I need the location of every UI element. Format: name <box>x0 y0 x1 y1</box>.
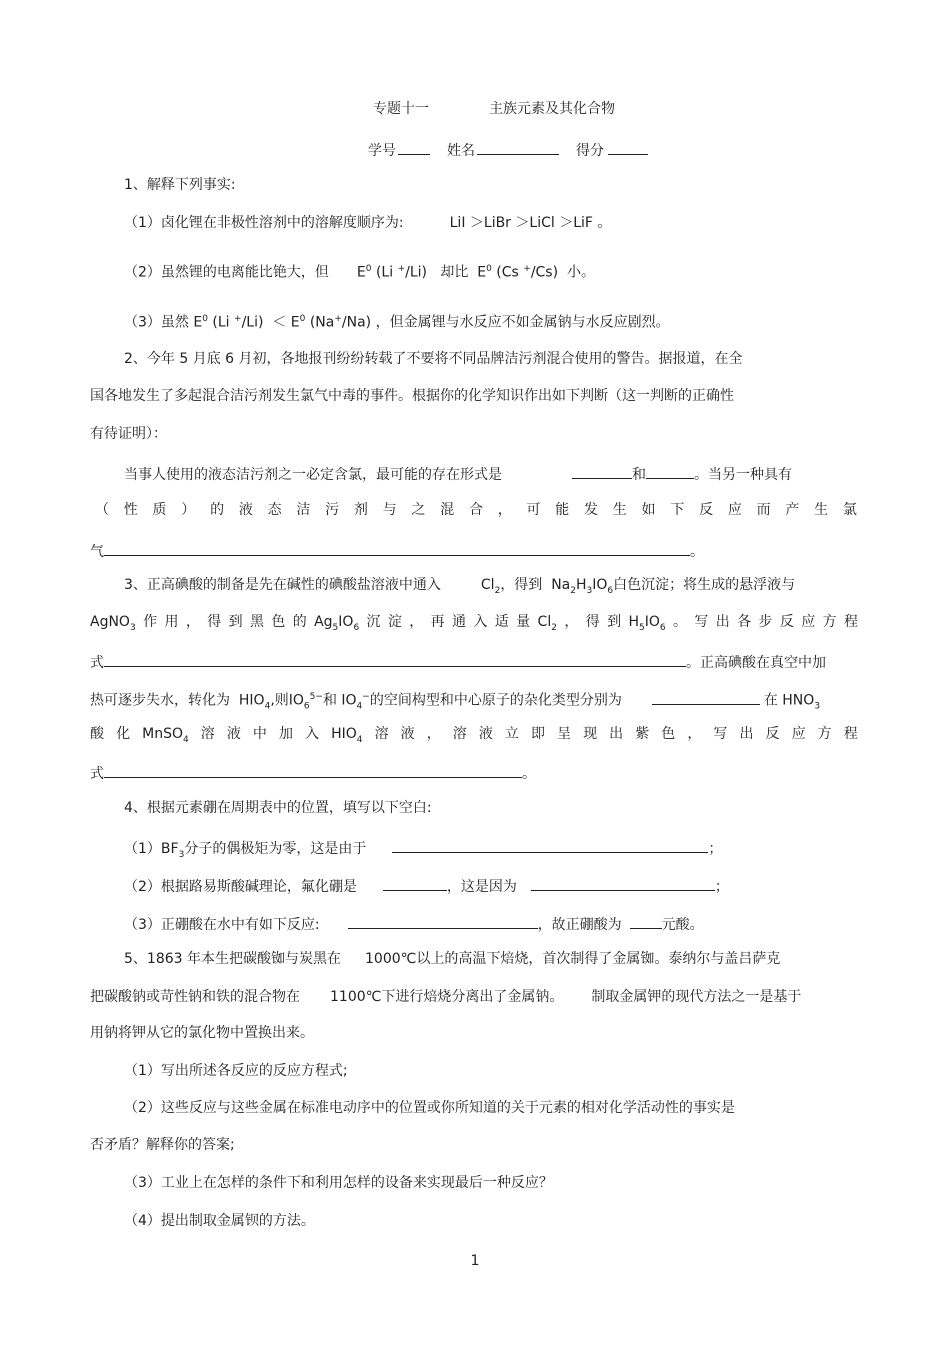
q3-line4-text-a: 热可逐步失水，转化为 <box>90 692 230 709</box>
q2-l5-char: 可 <box>526 502 541 518</box>
q2-l5-char: 合 <box>468 502 483 518</box>
q3-cl2: $Cl_2$ <box>537 614 557 633</box>
q2-l5-char: 如 <box>641 502 656 518</box>
q4-blank-reaction[interactable] <box>348 913 538 929</box>
q4-part3-text-c: 元酸。 <box>661 917 704 933</box>
q2-l5-char: ） <box>181 502 196 518</box>
q3-l5-char: 现 <box>583 726 598 742</box>
q5-line1-text-a: 5、1863 年本生把碳酸铷与炭黑在 <box>124 951 341 967</box>
q3-line3 <box>90 651 826 672</box>
q3-l2-char: 作 <box>143 614 158 630</box>
q2-l5-char: 反 <box>699 502 714 518</box>
q2-l5-char: 之 <box>411 502 426 518</box>
q3-line2 <box>90 613 858 637</box>
q4-part3-text-a: （3）正硼酸在水中有如下反应: <box>124 917 320 933</box>
q3-mnso4: MnSO$_4$ <box>142 726 189 745</box>
student-no-label: 学号 <box>368 143 396 159</box>
q3-l5-char: 紫 <box>635 726 650 742</box>
q2-l5-char: 态 <box>267 502 282 518</box>
q3-l5-char: 反 <box>765 726 780 742</box>
q1-part1-text: （1）卤化锂在非极性溶剂中的溶解度顺序为: <box>124 215 404 231</box>
q3-l5-char: 溶 <box>200 726 215 742</box>
q3-l2-char: 反 <box>779 614 794 630</box>
q1-part1 <box>124 214 611 232</box>
q2-blank-form2[interactable] <box>646 463 694 479</box>
q2-blank-form1[interactable] <box>572 463 632 479</box>
q3-l2-char: 再 <box>430 614 445 630</box>
q2-line4 <box>124 463 792 484</box>
q4-part2-text-c: ； <box>714 879 729 895</box>
q3-l2-char: 黑 <box>249 614 264 630</box>
q3-l2-char: 的 <box>292 614 307 630</box>
q3-l5-char: 出 <box>609 726 624 742</box>
q3-l2-char: 出 <box>715 614 730 630</box>
q5-line2-text-c: 制取金属钾的现代方法之一是基于 <box>591 989 802 1005</box>
q3-l5-char: 液 <box>400 726 415 742</box>
q2-l5-char: （ <box>95 502 109 518</box>
q3-l2-char: 程 <box>843 614 858 630</box>
q3-l5-char: 化 <box>116 726 131 742</box>
q2-l5-char: 生 <box>814 502 829 518</box>
q4-part3 <box>124 913 704 934</box>
q3-l5-char: 程 <box>843 726 858 742</box>
q3-l2-char: 入 <box>473 614 488 630</box>
q3-hio4: $HIO_4$ <box>331 726 363 745</box>
q3-l5-char: 出 <box>739 726 754 742</box>
q2-l5-char: 混 <box>440 502 455 518</box>
q2-blank-reaction[interactable] <box>104 540 690 556</box>
q3-line5 <box>90 725 858 749</box>
q4-part2-text-a: （2）根据路易斯酸碱理论，氟化硼是 <box>124 879 357 895</box>
q3-l5-char: 液 <box>226 726 241 742</box>
q1-part3-text-a: （3）虽然 <box>124 314 189 331</box>
q1-part3: （3）虽然 $E^0$ (Li $^+/Li) < E^0$ (Na+/Na) ，但金属锂与水反应不如金属钠与水反应剧烈。 <box>124 314 670 331</box>
q1-part1-order: LiI ＞LiBr ＞LiCl ＞LiF 。 <box>449 215 612 231</box>
q3-line3-text-b: 。正高碘酸在真空中加 <box>686 655 826 671</box>
q2-line6-text-b: 。 <box>690 544 704 560</box>
q3-line4-text-d: 的空间构型和中心原子的杂化类型分别为 <box>369 692 622 709</box>
q3-l2-char: 得 <box>585 614 600 630</box>
q3-l2-char: 色 <box>271 614 286 630</box>
q3-line6-text-b: 。 <box>522 766 536 782</box>
q3-line4: 热可逐步失水，转化为 $HIO_4$,则$IO_6^{5-}$和 $IO_4^-$的空间构型和中心原子的杂化类型分别为 在 $HNO_3$ <box>90 688 820 715</box>
q3-l2-char: 步 <box>758 614 773 630</box>
q3-line1: 3、正高碘酸的制备是先在碱性的碘酸盐溶液中通入 $Cl_2$，得到 $Na_2H_3IO_6$白色沉淀；将生成的悬浮液与 <box>124 577 796 596</box>
q2-line4-text-c: 。当另一种具有 <box>694 467 792 483</box>
q3-l2-char: 应 <box>801 614 816 630</box>
q3-l2-char: 到 <box>607 614 622 630</box>
q4-part2 <box>124 875 729 896</box>
title-part-b: 主族元素及其化合物 <box>489 101 615 117</box>
score-blank[interactable] <box>608 139 648 155</box>
q3-l5-char: 写 <box>713 726 728 742</box>
q4-part1-text-c: ； <box>708 841 723 857</box>
q3-l5-char: 色 <box>661 726 676 742</box>
q5-part4: （4）提出制取金属钡的方法。 <box>124 1213 315 1229</box>
q3-l2-char: 通 <box>452 614 467 630</box>
q3-l5-char: ， <box>426 726 441 742</box>
q4-blank-dipole[interactable] <box>392 837 708 853</box>
q4-part1: $(1)BF_3$分子的偶极矩为零，这是由于 ； <box>124 837 722 864</box>
student-no-blank[interactable] <box>398 139 430 155</box>
q1-part2: （2）虽然锂的电离能比铯大，但 $E^0$ (Li +/Li) 却比 $E^0$ (Cs +/Cs) 小。 <box>124 264 595 281</box>
q3-l2-char: 得 <box>207 614 222 630</box>
q3-line1-text-b: ，得到 <box>500 577 543 593</box>
q3-l5-char: 溶 <box>374 726 389 742</box>
q2-l5-char: 污 <box>325 502 340 518</box>
q3-l5-char: 液 <box>478 726 493 742</box>
q2-l5-char: 生 <box>612 502 627 518</box>
q3-l5-char: 呈 <box>557 726 572 742</box>
q3-l5-char: 立 <box>504 726 519 742</box>
q3-line4-text-e: 在 <box>763 692 778 709</box>
q2-l5-char: 下 <box>670 502 685 518</box>
name-label: 姓名 <box>447 143 475 159</box>
q2-l5-char: 能 <box>555 502 570 518</box>
q4-blank-acidbase[interactable] <box>383 875 447 891</box>
q3-line1-text-a: 3、正高碘酸的制备是先在碱性的碘酸盐溶液中通入 <box>124 577 441 593</box>
q3-l5-char: 溶 <box>452 726 467 742</box>
q3-l5-char: 方 <box>817 726 832 742</box>
q2-line5 <box>95 501 857 519</box>
name-blank[interactable] <box>477 139 559 155</box>
q3-l2-char: ， <box>409 614 424 630</box>
q3-l2-char: 写 <box>694 614 709 630</box>
q3-l2-char: 方 <box>822 614 837 630</box>
q1-part2-text-b: 却比 <box>440 264 469 281</box>
q3-l5-char: 中 <box>252 726 267 742</box>
q2-l5-char: 的 <box>210 502 225 518</box>
q2-l5-char: 氯 <box>842 502 857 518</box>
q3-line6 <box>90 762 536 783</box>
q5-line1-text-b: 1000℃以上的高温下焙烧，首次制得了金属铷。泰纳尔与盖吕萨克 <box>365 951 781 967</box>
q3-line4-text-c: 和 <box>322 692 337 709</box>
q3-l5-char: 入 <box>305 726 320 742</box>
q3-blank-equations[interactable] <box>104 651 686 667</box>
q3-l5-char: 即 <box>530 726 545 742</box>
q3-l2-char: 量 <box>516 614 531 630</box>
score-label: 得分 <box>576 143 604 159</box>
q4-part3-text-b: ，故正硼酸为 <box>537 917 622 933</box>
q1-part3-text-c: ，但金属锂与水反应不如金属钠与水反应剧烈。 <box>375 314 670 331</box>
q5-line2-text-b: 1100℃下进行焙烧分离出了金属钠。 <box>330 989 564 1005</box>
q5-part2-line1: （2）这些反应与这些金属在标准电动序中的位置或你所知道的关于元素的相对化学活动性的事实是 <box>124 1100 735 1116</box>
q2-line6 <box>90 540 704 561</box>
student-info-row <box>368 139 648 160</box>
q2-line4-text-b: 和 <box>632 467 646 483</box>
q4-part1-text-a: （1） <box>124 841 161 857</box>
q3-l5-char: 加 <box>278 726 293 742</box>
q3-line6-text-a: 式 <box>90 766 104 782</box>
q3-l2-char: 各 <box>737 614 752 630</box>
q3-line1-text-c: 白色沉淀；将生成的悬浮液与 <box>613 577 796 593</box>
q1-part2-text-a: （2）虽然锂的电离能比铯大，但 <box>124 264 329 281</box>
q5-part3: （3）工业上在怎样的条件下和利用怎样的设备来实现最后一种反应？ <box>124 1175 553 1191</box>
q3-ag5io6: $Ag_5IO_6$ <box>314 614 360 633</box>
q3-l2-char: ， <box>185 614 200 630</box>
q2-l5-char: ， <box>497 502 512 518</box>
q3-line4-text-b: ,则 <box>270 692 289 709</box>
q5-part1: （1）写出所述各反应的反应方程式; <box>124 1063 348 1079</box>
q3-l5-char: ， <box>687 726 702 742</box>
q4-blank-reason[interactable] <box>531 875 715 891</box>
q2-l5-char: 而 <box>756 502 771 518</box>
q3-l2-char: 沉 <box>366 614 381 630</box>
q3-l2-char: 适 <box>494 614 509 630</box>
q3-l2-char: 用 <box>164 614 179 630</box>
q2-l5-char: 产 <box>785 502 800 518</box>
q3-l2-char: 到 <box>228 614 243 630</box>
q3-l2-char: ， <box>564 614 579 630</box>
q2-l5-char: 洁 <box>296 502 311 518</box>
q2-line4-text-a: 当事人使用的液态洁污剂之一必定含氯，最可能的存在形式是 <box>124 467 502 483</box>
q2-line1: 2、今年 5 月底 6 月初，各地报刊纷纷转载了不要将不同品牌洁污剂混合使用的警告。据报道，在全 <box>124 351 743 367</box>
q3-l5-char: 酸 <box>90 726 104 742</box>
q1-stem: 1、解释下列事实: <box>124 177 236 193</box>
q3-agno3: AgNO$_3$ <box>90 614 136 633</box>
q2-l5-char: 质 <box>152 502 167 518</box>
q3-l2-char: 。 <box>672 614 687 630</box>
q2-line2: 国各地发生了多起混合洁污剂发生氯气中毒的事件。根据你的化学知识作出如下判断（这一判断的正确性 <box>90 388 734 404</box>
q5-part2-line2: 否矛盾？解释你的答案; <box>90 1137 235 1153</box>
q2-l5-char: 性 <box>123 502 138 518</box>
q3-l2-char: 淀 <box>387 614 402 630</box>
q5-line3: 用钠将钾从它的氯化物中置换出来。 <box>90 1025 314 1041</box>
q4-blank-basicity[interactable] <box>630 913 662 929</box>
q1-part2-text-c: 小。 <box>566 264 595 281</box>
q4-stem: 4、根据元素硼在周期表中的位置，填写以下空白: <box>124 800 432 816</box>
q5-line2 <box>90 988 801 1006</box>
q2-line6-text-a: 气 <box>90 544 104 560</box>
q4-part2-text-b: ，这是因为 <box>446 879 517 895</box>
q5-line1 <box>124 950 780 968</box>
q2-l5-char: 与 <box>382 502 397 518</box>
q3-l5-char: 应 <box>791 726 806 742</box>
q2-l5-char: 液 <box>238 502 253 518</box>
q2-l5-char: 应 <box>727 502 742 518</box>
q5-line2-text-a: 把碳酸钠或苛性钠和铁的混合物在 <box>90 989 300 1005</box>
q2-l5-char: 剂 <box>353 502 368 518</box>
q3-blank-mn-reaction[interactable] <box>104 762 522 778</box>
page-number: 1 <box>470 1253 480 1269</box>
q4-part1-text-b: 分子的偶极矩为零，这是由于 <box>184 841 367 857</box>
title-part-a: 专题十一 <box>373 101 429 117</box>
page-title <box>373 100 615 118</box>
q3-h5io6: $H_5IO_6$ <box>628 614 666 633</box>
q2-l5-char: 发 <box>584 502 599 518</box>
q2-line3: 有待证明）： <box>90 426 167 442</box>
q3-blank-geometry[interactable] <box>652 689 760 705</box>
q3-line3-text-a: 式 <box>90 655 104 671</box>
